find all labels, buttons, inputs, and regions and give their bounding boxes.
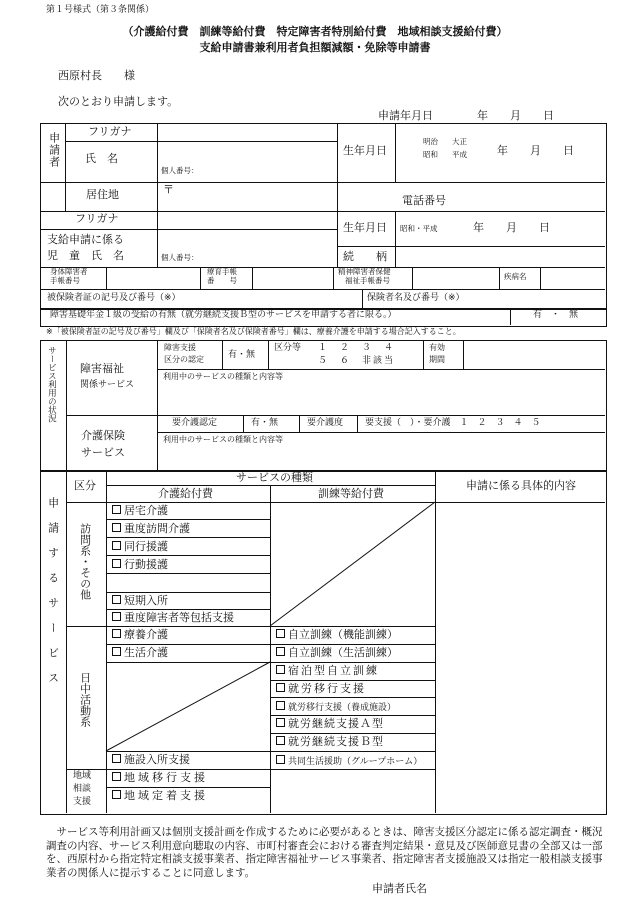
visit-item-5[interactable]: 重度障害者等包括支援: [112, 612, 262, 625]
training-item-6[interactable]: 就労継続支援Ｂ型: [276, 736, 384, 749]
category-grade-label: 区分等: [274, 343, 302, 353]
category-options[interactable]: 有・無: [228, 350, 256, 360]
visit-item-4[interactable]: 短期入所: [112, 595, 262, 608]
regional-group-label-1: 地域: [73, 771, 92, 781]
child-furigana-label: フリガナ: [75, 212, 119, 225]
day-care-item-0[interactable]: 療養介護: [112, 629, 262, 642]
category-label-2: 区分の認定: [164, 355, 204, 364]
regional-group-label-2: 相談: [73, 784, 92, 794]
training-item-7[interactable]: 共同生活援助（グループホーム）: [276, 755, 422, 768]
pension-options[interactable]: 有 ・ 無: [533, 310, 579, 320]
applicant-address-label: 居住地: [86, 188, 119, 201]
specific-content-header: 申請に係る具体的内容: [466, 479, 576, 492]
child-birth-ymd[interactable]: 年 月 日: [473, 221, 550, 234]
regional-item-0[interactable]: 地域移行支援: [112, 772, 208, 785]
usage-side-label: サービス利用の状況: [46, 346, 57, 423]
postal-mark: 〒: [163, 183, 174, 196]
care-support-options[interactable]: 要支援（ ）・要介護 １ ２ ３ ４ ５: [365, 418, 541, 428]
child-era[interactable]: 昭和・平成: [400, 224, 438, 233]
regional-group-label-3: 支援: [73, 797, 92, 807]
era-showa[interactable]: 昭和: [423, 150, 438, 159]
care-cert-options[interactable]: 有・無: [251, 418, 279, 428]
form-title-line1: （介護給付費 訓練等給付費 特定障害者特別給付費 地域相談支援給付費）: [122, 25, 508, 38]
applicant-personal-number-label: 個人番号：: [161, 166, 199, 175]
era-heisei[interactable]: 平成: [452, 150, 467, 159]
service-types-header: サービスの種類: [236, 471, 313, 484]
child-birthdate-label: 生年月日: [343, 221, 387, 234]
applicant-furigana-label: フリガナ: [88, 125, 132, 138]
apply-side-label: 申請するサービス: [46, 497, 60, 697]
application-date[interactable]: 申請年月日 年 月 日: [378, 109, 554, 122]
form-title-line2: 支給申請書兼利用者負担額減額・免除等申請書: [199, 41, 431, 54]
training-item-3[interactable]: 就労移行支援: [276, 683, 366, 696]
child-personal-number-label: 個人番号：: [161, 253, 199, 262]
grades-row-2[interactable]: ５ ６ 非該当: [318, 356, 396, 366]
care-insurance-label-2: サービス: [81, 446, 125, 459]
relation-label: 続 柄: [343, 250, 387, 263]
child-name-label-2: 児 童 氏 名: [47, 249, 124, 262]
training-item-0[interactable]: 自立訓練（機能訓練）: [276, 629, 398, 642]
mental-handbook-label-2: 福祉手帳番号: [345, 276, 390, 285]
era-taisho[interactable]: 大正: [452, 137, 467, 146]
division-header: 区分: [74, 479, 96, 492]
training-item-4[interactable]: 就労移行支援（養成施設）: [276, 701, 396, 714]
signature-label: 申請者氏名: [372, 882, 427, 895]
disease-label: 疾病名: [504, 272, 527, 281]
intro-text: 次のとおり申請します。: [58, 95, 179, 108]
care-cert-label: 要介護認定: [172, 418, 218, 428]
welfare-service-label-1: 障害福祉: [80, 362, 124, 375]
physical-handbook-label-2: 手帳番号: [50, 276, 80, 285]
insured-id-label: 被保険者証の記号及び番号（※）: [47, 293, 181, 303]
ryoiku-handbook-label-2: 番 号: [207, 276, 237, 285]
mental-handbook-label-1: 精神障害者保健: [338, 267, 391, 276]
pension-label: 障害基礎年金１級の受給の有無（就労継続支援Ｂ型のサービスを申請する者に限る。）: [50, 310, 397, 320]
training-item-1[interactable]: 自立訓練（生活訓練）: [276, 647, 398, 660]
training-benefit-header: 訓練等給付費: [318, 487, 384, 500]
day-care-item-1[interactable]: 生活介護: [112, 647, 262, 660]
care-benefit-header: 介護給付費: [158, 487, 213, 500]
child-name-label-1: 支給申請に係る: [47, 233, 124, 246]
category-label-1: 障害支援: [164, 343, 196, 352]
day-care-item-2[interactable]: 施設入所支援: [112, 754, 262, 767]
grades-row-1[interactable]: １ ２ ３ ４: [318, 343, 396, 353]
training-item-2[interactable]: 宿泊型自立訓練: [276, 665, 379, 678]
valid-period-label-2: 期間: [429, 355, 445, 364]
training-item-5[interactable]: 就労継続支援Ａ型: [276, 718, 384, 731]
visit-item-2[interactable]: 同行援護: [112, 541, 262, 554]
insurance-note: ※「被保険者証の記号及び番号」欄及び「保険者名及び保険者番号」欄は、療養介護を申請する場合記入すること。: [46, 327, 461, 336]
visit-item-1[interactable]: 重度訪問介護: [112, 523, 262, 536]
applicant-side-label: 申請者: [47, 132, 61, 168]
ryoiku-handbook-label-1: 療育手帳: [207, 267, 237, 276]
applicant-name-label: 氏 名: [85, 152, 118, 165]
era-meiji[interactable]: 明治: [423, 137, 438, 146]
visit-group-label: 訪問系・その他: [78, 523, 92, 600]
addressee: 西原村長 様: [58, 69, 135, 82]
care-insurance-label-1: 介護保険: [81, 429, 125, 442]
visit-item-0[interactable]: 居宅介護: [112, 505, 262, 518]
applicant-birth-ymd[interactable]: 年 月 日: [497, 144, 574, 157]
phone-label: 電話番号: [402, 194, 446, 207]
care-in-use-label: 利用中のサービスの種類と内容等: [163, 435, 283, 444]
regional-item-1[interactable]: 地域定着支援: [112, 790, 208, 803]
day-group-label: 日中活動系: [78, 672, 92, 727]
valid-period-label-1: 有効: [429, 343, 445, 352]
physical-handbook-label-1: 身体障害者: [50, 267, 88, 276]
consent-text: サービス等利用計画又は個別支援計画を作成するために必要があるときは、障害支援区分認定に係る認定調査・概況調査の内容、サービス利用意向聴取の内容、市町村審査会における審査判定結果・意見及び医師意見書の全部又は一部を、西原村から指定特定相談支援事業者、指定障害福祉サービス事業者、指定障害者支援施設又は指定一般相談支援事業者の関係人に提示することに同意します。: [46, 826, 603, 879]
welfare-in-use-label: 利用中のサービスの種類と内容等: [163, 372, 283, 381]
form-number: 第１号様式（第３条関係）: [46, 5, 155, 15]
care-level-label: 要介護度: [307, 418, 344, 428]
visit-item-3[interactable]: 行動援護: [112, 559, 262, 572]
insurer-label: 保険者名及び番号（※）: [367, 293, 465, 303]
applicant-birthdate-label: 生年月日: [343, 144, 387, 157]
welfare-service-label-2: 関係サービス: [80, 380, 135, 390]
